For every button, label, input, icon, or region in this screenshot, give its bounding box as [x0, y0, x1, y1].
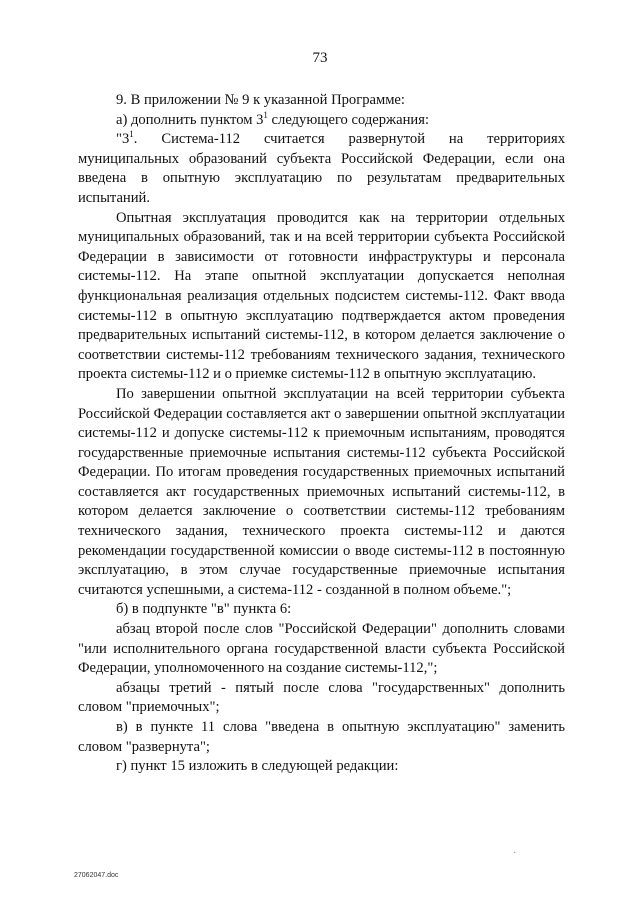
paragraph-second-abzac: абзац второй после слов "Российской Федерации" дополнить словами "или исполнительного органа государственной власти субъекта Российской Федерации, уполномоченного на создание системы-112,"; [78, 621, 565, 677]
page-number: 73 [312, 50, 328, 66]
paragraph-subitem-b: б) в подпункте "в" пункта 6: [116, 601, 292, 618]
paragraph-text: следующего содержания: [267, 111, 430, 128]
paragraph-point-3-1 [78, 130, 565, 208]
paragraph-text: . Система-112 считается развернутой на территориях муниципальных образований субъекта Российской Федерации, если она введена в опытную эксплуатацию по результатам предварительных испытаний. [78, 131, 565, 206]
paragraph-pilot-operation: Опытная эксплуатация проводится как на территории отдельных муниципальных образований, так и на всей территории субъекта Российской Федерации в зависимости от готовности инфраструктуры и персонала системы-112. На этапе опытной эксплуатации допускается неполная функциональная реализация отдельных подсистем системы-112. Факт ввода системы-112 в опытную эксплуатацию подтверждается актом проведения предварительных испытаний системы-112, в котором делается заключение о соответствии системы-112 требованиям технического задания, технического проекта системы-112 и о приемке системы-112 в опытную эксплуатацию. [78, 209, 565, 383]
footer-doc-code: 27062047.doc [74, 872, 119, 879]
paragraph-subitem-v: в) в пункте 11 слова "введена в опытную эксплуатацию" заменить словом "развернута"; [78, 719, 565, 755]
document-body [78, 91, 565, 777]
paragraph-item-9: 9. В приложении № 9 к указанной Программе: [116, 92, 405, 108]
paragraph-third-fifth-abzac: абзацы третий - пятый после слова "государственных" дополнить словом "приемочных"; [78, 679, 565, 716]
paragraph-subitem-a [78, 111, 565, 131]
paragraph-subitem-g: г) пункт 15 изложить в следующей редакции: [116, 758, 399, 775]
paragraph-acceptance-tests: По завершении опытной эксплуатации на всей территории субъекта Российской Федерации составляется акт о завершении опытной эксплуатации системы-112 и допуске системы-112 к приемочным испытаниям, проводятся государственные приемочные испытания системы-112 субъекта Российской Федерации. По итогам проведения государственных приемочных испытаний составляется акт государственных приемочных испытаний системы-112, в котором делается заключение о соответствии системы-112 требованиям технического задания, технического проекта системы-112 и даются рекомендации государственной комиссии о вводе системы-112 в постоянную эксплуатацию, в этом случае государственные приемочные испытания считаются успешными, а система-112 - созданной в полном объеме."; [78, 385, 565, 598]
paragraph-text: "3 [116, 131, 130, 148]
superscript: 1 [263, 109, 268, 120]
superscript: 1 [129, 129, 134, 140]
paragraph-text: а) дополнить пунктом 3 [116, 111, 264, 128]
scan-mark: · [513, 848, 517, 859]
